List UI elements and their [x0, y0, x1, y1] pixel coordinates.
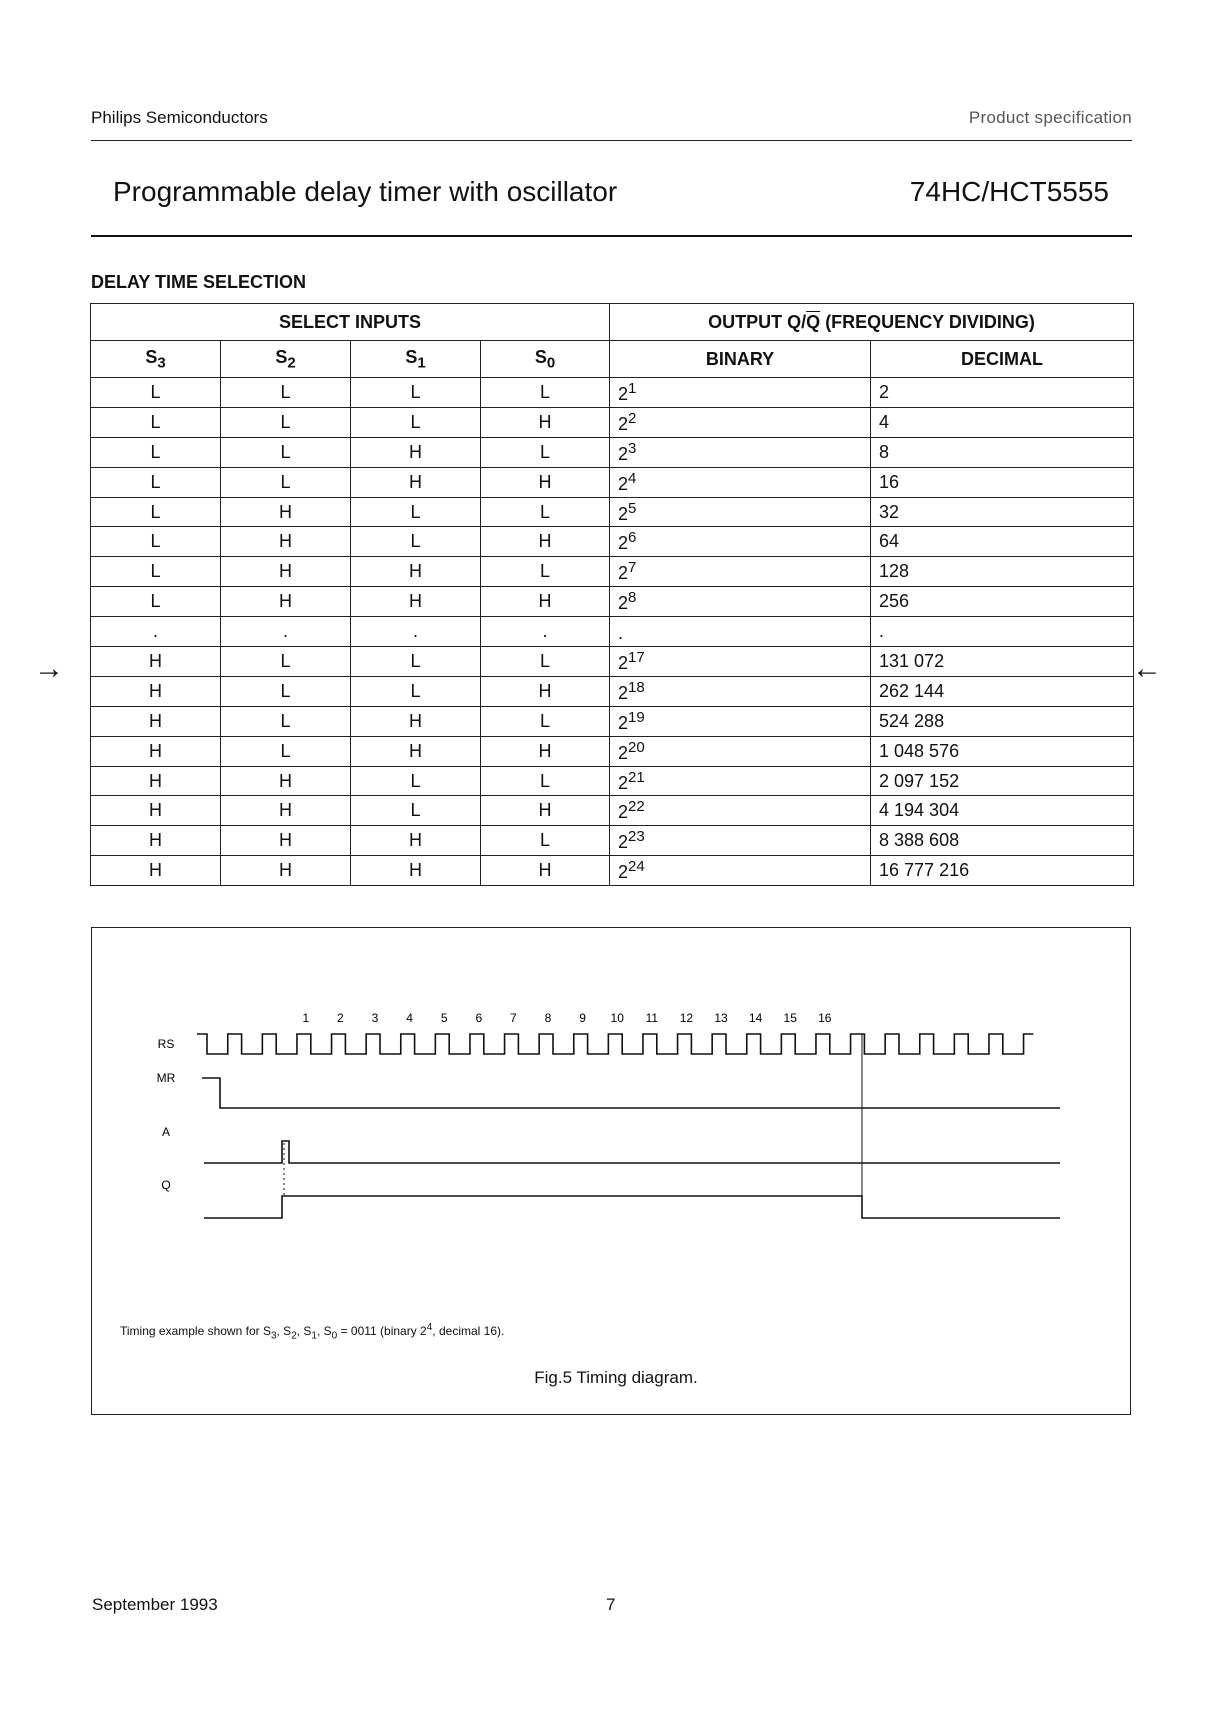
col-header-decimal: DECIMAL [871, 341, 1134, 378]
pulse-number-label: 14 [748, 1011, 763, 1025]
pulse-number-label: 8 [544, 1011, 552, 1025]
cell-decimal: 8 [871, 437, 1134, 467]
cell-decimal: 128 [871, 557, 1134, 587]
cell-decimal: 262 144 [871, 676, 1134, 706]
cell-s0: L [481, 766, 610, 796]
cell-binary: $2^3$ [610, 437, 871, 467]
table-row [91, 766, 1134, 796]
cell-s2: L [221, 407, 351, 437]
pulse-number-label: 7 [510, 1011, 517, 1025]
cell-s0: H [481, 676, 610, 706]
cell-s1: H [351, 736, 481, 766]
pulse-number-label: 4 [406, 1011, 413, 1025]
q-trace [204, 1196, 1060, 1218]
cell-s2: H [221, 557, 351, 587]
pulse-number-label: 13 [714, 1011, 728, 1025]
cell-s2: L [221, 706, 351, 736]
cell-s2: L [221, 437, 351, 467]
signal-label-a: A [161, 1125, 171, 1139]
cell-s3: H [91, 856, 221, 886]
cell-s1: H [351, 856, 481, 886]
cell-s1: H [351, 826, 481, 856]
cell-s0: . [481, 617, 610, 647]
table-row [91, 706, 1134, 736]
cell-decimal: 4 [871, 407, 1134, 437]
cell-s2: . [221, 617, 351, 647]
cell-s1: L [351, 497, 481, 527]
cell-s0: H [481, 527, 610, 557]
cell-binary: $2^{23}$ [610, 826, 871, 856]
cell-s1: L [351, 407, 481, 437]
rs-clock-trace [197, 1034, 1033, 1054]
cell-decimal: 4 194 304 [871, 796, 1134, 826]
cell-decimal: 16 777 216 [871, 856, 1134, 886]
table-row [91, 856, 1134, 886]
cell-s0: L [481, 826, 610, 856]
cell-s2: L [221, 736, 351, 766]
page-title: Programmable delay timer with oscillator [113, 176, 618, 207]
cell-s3: L [91, 378, 221, 408]
table-row [91, 467, 1134, 497]
table-row [91, 497, 1134, 527]
cell-s0: H [481, 796, 610, 826]
mr-trace [202, 1078, 1060, 1108]
a-trace [204, 1141, 1060, 1163]
cell-s3: . [91, 617, 221, 647]
cell-s0: H [481, 407, 610, 437]
cell-decimal: 131 072 [871, 647, 1134, 677]
pulse-number-label: 16 [818, 1011, 832, 1025]
timing-diagram-figure [91, 927, 1131, 1415]
header-rule [91, 140, 1132, 141]
table-column-header-row [91, 341, 1134, 378]
cell-decimal: 32 [871, 497, 1134, 527]
pulse-number-label: 10 [610, 1011, 624, 1025]
right-margin-arrow: ← [1132, 652, 1162, 685]
output-header: OUTPUT $Q/\overline{Q}$ (FREQUENCY DIVIDING) [610, 304, 1134, 341]
cell-s2: L [221, 378, 351, 408]
pulse-number-label: 2 [337, 1011, 344, 1025]
cell-decimal: 256 [871, 587, 1134, 617]
cell-decimal: 2 097 152 [871, 766, 1134, 796]
table-group-header-row [91, 304, 1134, 341]
cell-s2: H [221, 796, 351, 826]
cell-decimal: . [871, 617, 1134, 647]
pulse-number-label: 1 [302, 1011, 310, 1025]
page-number: 7 [606, 1595, 616, 1614]
section-title: DELAY TIME SELECTION [91, 272, 307, 292]
pulse-number-label: 9 [579, 1011, 586, 1025]
pulse-number-label: 11 [645, 1011, 659, 1025]
cell-binary: $2^{22}$ [610, 796, 871, 826]
cell-decimal: 2 [871, 378, 1134, 408]
cell-binary: $2^4$ [610, 467, 871, 497]
cell-s2: L [221, 676, 351, 706]
cell-s0: H [481, 736, 610, 766]
cell-s3: L [91, 497, 221, 527]
table-row [91, 527, 1134, 557]
pulse-number-label: 12 [679, 1011, 694, 1025]
cell-s2: H [221, 497, 351, 527]
cell-s0: L [481, 557, 610, 587]
cell-s3: H [91, 826, 221, 856]
cell-s3: L [91, 527, 221, 557]
cell-s1: L [351, 676, 481, 706]
cell-binary: $2^5$ [610, 497, 871, 527]
cell-binary: $2^6$ [610, 527, 871, 557]
cell-decimal: 8 388 608 [871, 826, 1134, 856]
table-row [91, 676, 1134, 706]
cell-binary: $2^7$ [610, 557, 871, 587]
cell-s2: L [221, 467, 351, 497]
cell-s1: L [351, 766, 481, 796]
signal-label-rs: RS [157, 1037, 175, 1051]
cell-binary: $2^8$ [610, 587, 871, 617]
table-row [91, 437, 1134, 467]
cell-binary: $2^{17}$ [610, 647, 871, 677]
pulse-number-label: 3 [371, 1011, 379, 1025]
left-margin-arrow: → [34, 652, 64, 685]
cell-s0: L [481, 647, 610, 677]
cell-s1: L [351, 378, 481, 408]
company-name: Philips Semiconductors [91, 108, 268, 127]
table-row [91, 587, 1134, 617]
figure-caption: Fig.5 Timing diagram. [534, 1368, 698, 1387]
pulse-number-label: 15 [783, 1011, 797, 1025]
title-rule [91, 235, 1132, 237]
cell-s1: H [351, 557, 481, 587]
cell-s2: H [221, 826, 351, 856]
cell-s3: L [91, 557, 221, 587]
cell-s2: H [221, 527, 351, 557]
select-inputs-header: SELECT INPUTS [91, 304, 610, 341]
cell-s3: H [91, 676, 221, 706]
cell-binary: $2^{21}$ [610, 766, 871, 796]
cell-s3: L [91, 467, 221, 497]
cell-s1: L [351, 647, 481, 677]
cell-s1: H [351, 706, 481, 736]
table-row [91, 647, 1134, 677]
cell-s1: H [351, 467, 481, 497]
signal-label-q: Q [161, 1178, 171, 1192]
cell-s1: L [351, 796, 481, 826]
cell-s2: H [221, 587, 351, 617]
cell-binary: $2^{20}$ [610, 736, 871, 766]
table-row [91, 378, 1134, 408]
document-type: Product specification [968, 108, 1132, 127]
cell-decimal: 1 048 576 [871, 736, 1134, 766]
cell-s0: H [481, 856, 610, 886]
cell-s3: H [91, 796, 221, 826]
cell-s0: L [481, 378, 610, 408]
cell-s1: H [351, 587, 481, 617]
cell-s2: L [221, 647, 351, 677]
cell-s3: L [91, 437, 221, 467]
cell-binary: $2^{19}$ [610, 706, 871, 736]
cell-s1: . [351, 617, 481, 647]
cell-s3: H [91, 766, 221, 796]
delay-time-table [90, 303, 1134, 886]
pulse-number-label: 5 [440, 1011, 448, 1025]
cell-decimal: 524 288 [871, 706, 1134, 736]
cell-s2: H [221, 766, 351, 796]
cell-s1: H [351, 437, 481, 467]
col-header-s3: $S_3$ [91, 341, 221, 378]
cell-decimal: 64 [871, 527, 1134, 557]
col-header-binary: BINARY [610, 341, 871, 378]
cell-binary: $2^2$ [610, 407, 871, 437]
table-row [91, 557, 1134, 587]
cell-s0: L [481, 437, 610, 467]
col-header-s1: $S_1$ [351, 341, 481, 378]
cell-binary: $2^{18}$ [610, 676, 871, 706]
cell-s0: H [481, 467, 610, 497]
cell-s3: L [91, 407, 221, 437]
cell-s3: H [91, 706, 221, 736]
table-row [91, 407, 1134, 437]
cell-s1: L [351, 527, 481, 557]
footer-date: September 1993 [92, 1595, 218, 1614]
cell-binary: $2^1$ [610, 378, 871, 408]
part-number: 74HC/HCT5555 [909, 176, 1109, 207]
cell-binary: $2^{24}$ [610, 856, 871, 886]
cell-binary: . [610, 617, 871, 647]
col-header-s0: $S_0$ [481, 341, 610, 378]
signal-label-mr: MR [156, 1071, 176, 1085]
cell-s0: L [481, 497, 610, 527]
cell-s3: L [91, 587, 221, 617]
table-row [91, 617, 1134, 647]
cell-s0: H [481, 587, 610, 617]
cell-s2: H [221, 856, 351, 886]
pulse-number-label: 6 [475, 1011, 483, 1025]
col-header-s2: $S_2$ [221, 341, 351, 378]
cell-s3: H [91, 736, 221, 766]
cell-decimal: 16 [871, 467, 1134, 497]
table-row [91, 736, 1134, 766]
table-row [91, 796, 1134, 826]
table-row [91, 826, 1134, 856]
cell-s3: H [91, 647, 221, 677]
timing-note: Timing example shown for $S_3$, $S_2$, $S_1$, $S_0 = 0011$ (binary $2^4$, decimal 16). [120, 1322, 505, 1342]
cell-s0: L [481, 706, 610, 736]
